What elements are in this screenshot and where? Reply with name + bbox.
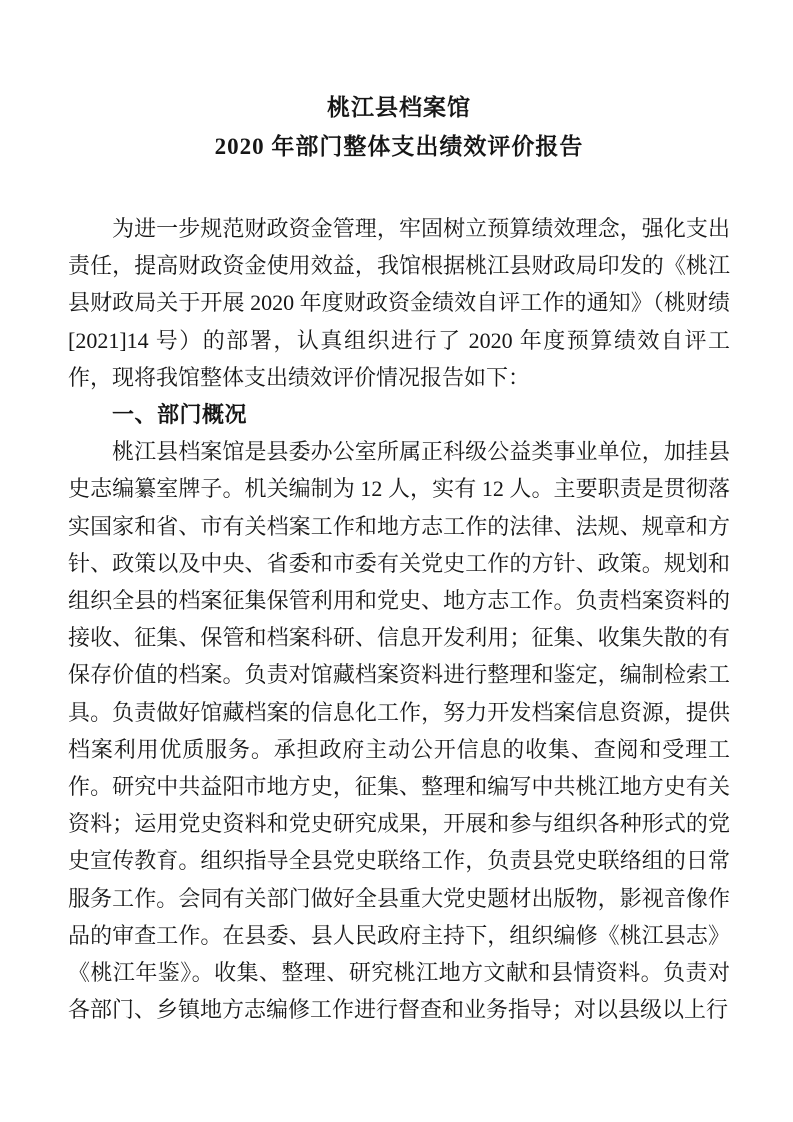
section-heading-department-overview: 一、部门概况 [112, 402, 248, 428]
intro-paragraph: 为进一步规范财政资金管理，牢固树立预算绩效理念，强化支出责任，提高财政资金使用效益，我馆根据桃江县财政局印发的《桃江县财政局关于开展 2020 年度财政资金绩效自评工作的通知》（桃财绩[2021]14 号）的部署，认真组织进行了 2020 年度预算绩效自评工作，现将我馆整体支出绩效评价情况报告如下： [68, 216, 730, 390]
document-title-line1: 桃江县档案馆 [327, 95, 471, 120]
document-content [68, 88, 730, 1028]
document-title-line2: 2020 年部门整体支出绩效评价报告 [214, 134, 584, 159]
document-title [68, 88, 730, 166]
section1-paragraph: 桃江县档案馆是县委办公室所属正科级公益类事业单位，加挂县史志编纂室牌子。机关编制为 12 人，实有 12 人。主要职责是贯彻落实国家和省、市有关档案工作和地方志工作的法律、法规、规章和方针、政策以及中央、省委和市委有关党史工作的方针、政策。规划和组织全县的档案征集保管利用和党史、地方志工作。负责档案资料的接收、征集、保管和档案科研、信息开发利用；征集、收集失散的有保存价值的档案。负责对馆藏档案资料进行整理和鉴定，编制检索工具。负责做好馆藏档案的信息化工作，努力开发档案信息资源，提供档案利用优质服务。承担政府主动公开信息的收集、查阅和受理工作。研究中共益阳市地方史，征集、整理和编写中共桃江地方史有关资料；运用党史资料和党史研究成果，开展和参与组织各种形式的党史宣传教育。组织指导全县党史联络工作，负责县党史联络组的日常服务工作。会同有关部门做好全县重大党史题材出版物，影视音像作品的审查工作。在县委、县人民政府主持下，组织编修《桃江县志》《桃江年鉴》。收集、整理、研究桃江地方文献和县情资料。负责对各部门、乡镇地方志编修工作进行督查和业务指导；对以县级以上行 [68, 439, 730, 1023]
